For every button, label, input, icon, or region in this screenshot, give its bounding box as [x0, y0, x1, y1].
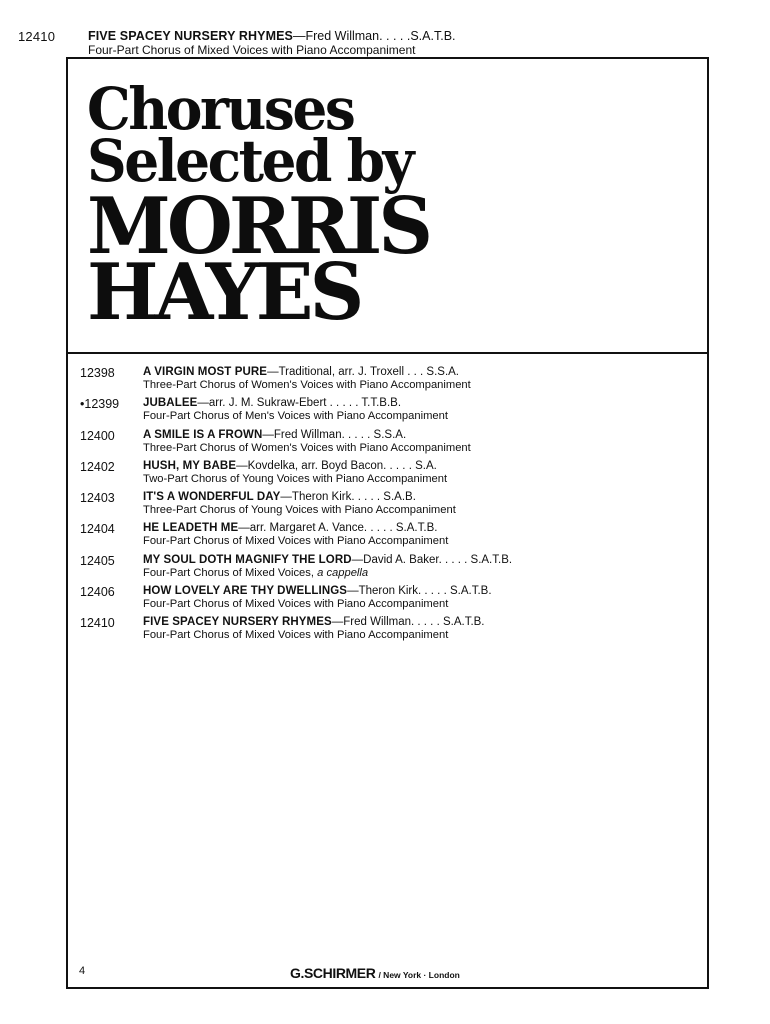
section-divider [67, 352, 708, 354]
catalog-number: •12399 [80, 397, 120, 412]
entry-title-line [143, 429, 406, 441]
top-credit: —Fred Willman. . . . .S.A.T.B. [292, 29, 456, 43]
entry-title-line [143, 616, 485, 628]
catalog-number: 12405 [80, 553, 115, 568]
entry-title: JUBALEE [143, 397, 198, 410]
page-number: 4 [79, 965, 86, 977]
entry-description: Three-Part Chorus of Women's Voices with Piano Accompaniment [143, 379, 471, 391]
entry-title-line [143, 460, 437, 472]
list-item [80, 460, 700, 491]
list-item [80, 522, 700, 553]
headline-line-1: Choruses [87, 74, 354, 143]
chorus-listing [80, 366, 700, 648]
catalog-number: 12404 [80, 522, 115, 537]
list-item [80, 554, 700, 585]
entry-description: Four-Part Chorus of Mixed Voices with Piano Accompaniment [143, 629, 449, 642]
entry-title-line [143, 366, 459, 378]
entry-description: Four-Part Chorus of Mixed Voices, a cappella [143, 566, 369, 579]
catalog-number: 12402 [80, 459, 115, 474]
top-description: Four-Part Chorus of Mixed Voices with Piano Accompaniment [88, 43, 416, 57]
entry-credit: —Theron Kirk. . . . . S.A.B. [280, 491, 416, 504]
a-cappella-italic: a cappella [317, 566, 369, 579]
entry-title-line [143, 491, 416, 503]
entry-credit: —David A. Baker. . . . . S.A.T.B. [351, 553, 513, 566]
top-catalog-number: 12410 [18, 29, 56, 44]
headline-line-4: HAYES [87, 247, 361, 338]
entry-title-line [143, 397, 401, 409]
catalog-number: 12406 [80, 585, 115, 600]
list-item [80, 366, 700, 397]
entry-description: Two-Part Chorus of Young Voices with Piano Accompaniment [143, 472, 448, 485]
headline [87, 74, 687, 338]
headline-line-3: MORRIS [87, 181, 430, 272]
entry-title: A SMILE IS A FROWN [143, 428, 263, 441]
entry-credit: —Kovdelka, arr. Boyd Bacon. . . . . S.A. [236, 459, 437, 472]
entry-description: Four-Part Chorus of Mixed Voices with Piano Accompaniment [143, 535, 449, 548]
publisher-cities: / New York · London [378, 970, 460, 980]
catalog-number: 12400 [80, 428, 115, 443]
entry-credit: —Traditional, arr. J. Troxell . . . S.S.A. [267, 366, 460, 378]
publisher-imprint [290, 965, 460, 983]
catalog-number: 12398 [80, 366, 115, 380]
entry-credit: —arr. Margaret A. Vance. . . . . S.A.T.B. [238, 522, 438, 535]
entry-title-line [143, 522, 437, 534]
entry-title: FIVE SPACEY NURSERY RHYMES [143, 616, 332, 629]
entry-title-line [143, 585, 492, 597]
entry-title-line [143, 554, 512, 566]
entry-title: MY SOUL DOTH MAGNIFY THE LORD [143, 553, 352, 566]
entry-title: IT'S A WONDERFUL DAY [143, 491, 281, 504]
list-item [80, 429, 700, 460]
top-header [0, 26, 770, 58]
top-title-line [88, 29, 456, 43]
entry-description: Four-Part Chorus of Men's Voices with Piano Accompaniment [143, 410, 448, 423]
headline-line-2: Selected by [87, 126, 413, 195]
entry-description: Three-Part Chorus of Young Voices with Piano Accompaniment [143, 504, 456, 517]
publisher-name: G.SCHIRMER [290, 965, 376, 981]
catalog-number: 12403 [80, 491, 115, 506]
entry-description: Four-Part Chorus of Mixed Voices with Piano Accompaniment [143, 598, 449, 611]
list-item [80, 585, 700, 616]
entry-title: HE LEADETH ME [143, 522, 239, 535]
catalog-number: 12410 [80, 616, 115, 631]
entry-credit: —Fred Willman. . . . . S.A.T.B. [331, 616, 485, 629]
list-item [80, 616, 700, 647]
top-title: FIVE SPACEY NURSERY RHYMES [88, 29, 293, 43]
entry-credit: —Fred Willman. . . . . S.S.A. [262, 428, 407, 441]
entry-title: A VIRGIN MOST PURE [143, 366, 268, 378]
entry-title: HUSH, MY BABE [143, 459, 237, 472]
entry-credit: —Theron Kirk. . . . . S.A.T.B. [347, 585, 492, 598]
entry-credit: —arr. J. M. Sukraw-Ebert . . . . . T.T.B.B. [197, 397, 402, 410]
list-item [80, 491, 700, 522]
list-item [80, 397, 700, 428]
entry-title: HOW LOVELY ARE THY DWELLINGS [143, 585, 348, 598]
entry-description: Three-Part Chorus of Women's Voices with Piano Accompaniment [143, 441, 471, 454]
